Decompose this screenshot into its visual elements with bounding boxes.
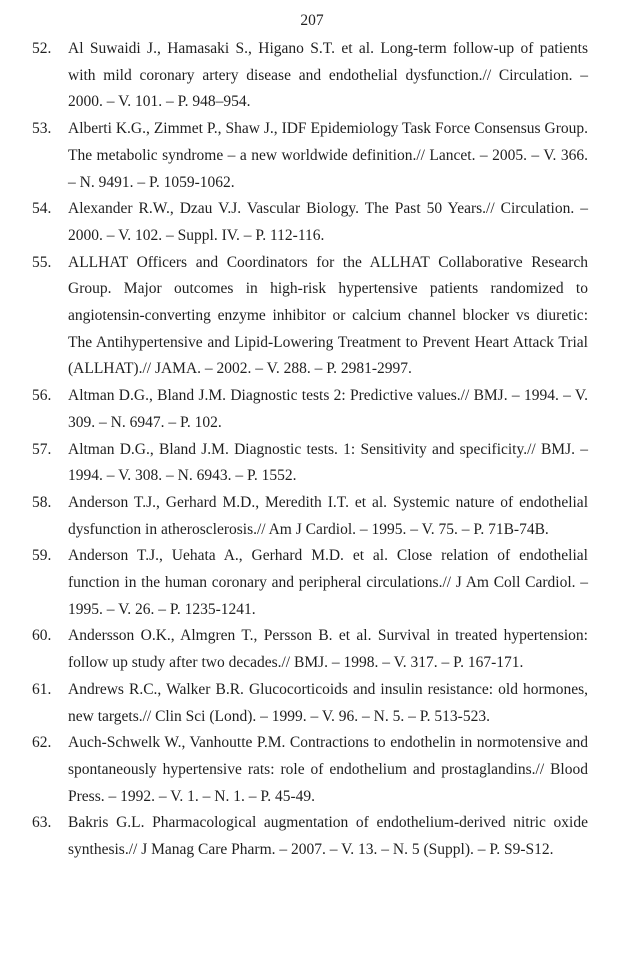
reference-item <box>32 250 588 384</box>
reference-number: 57. <box>32 440 52 458</box>
reference-text: Alexander R.W., Dzau V.J. Vascular Biology. The Past 50 Years.// Circulation. – 2000. – V. 102. – Suppl. IV. – P. 112-116. <box>68 200 588 244</box>
reference-number: 55. <box>32 253 52 271</box>
page-number: 207 <box>300 12 324 29</box>
reference-number: 58. <box>32 493 52 511</box>
reference-item <box>32 730 588 810</box>
reference-text: Altman D.G., Bland J.M. Diagnostic tests. 1: Sensitivity and specificity.// BMJ. – 1994. – V. 308. – N. 6943. – P. 1552. <box>68 440 588 485</box>
reference-text: Alberti K.G., Zimmet P., Shaw J., IDF Epidemiology Task Force Consensus Group. The metabolic syndrome – a new worldwide definition.// Lancet. – 2005. – V. 366. – N. 9491. – P. 1059-1062. <box>68 120 588 191</box>
reference-text: Auch-Schwelk W., Vanhoutte P.M. Contractions to endothelin in normotensive and spontaneously hypertensive rats: role of endothelium and prostaglandins.// Blood Press. – 1992. – V. 1. – N. 1. – P. 45-49. <box>68 734 588 805</box>
reference-text: Altman D.G., Bland J.M. Diagnostic tests 2: Predictive values.// BMJ. – 1994. – V. 309. – N. 6947. – P. 102. <box>68 387 588 431</box>
reference-number: 52. <box>32 40 52 57</box>
reference-number: 54. <box>32 200 52 218</box>
reference-item <box>32 196 588 249</box>
reference-item <box>32 36 588 116</box>
reference-list <box>32 36 588 864</box>
reference-number: 59. <box>32 547 52 565</box>
reference-number: 60. <box>32 627 52 645</box>
reference-text: Andersson O.K., Almgren T., Persson B. et al. Survival in treated hypertension: follow up study after two decades.// BMJ. – 1998. – V. 317. – P. 167-171. <box>68 627 588 672</box>
reference-item <box>32 383 588 436</box>
reference-text: ALLHAT Officers and Coordinators for the ALLHAT Collaborative Research Group. Major outcomes in high-risk hypertensive patients randomized to angiotensin-converting enzyme inhibitor or calcium channel blocker vs diuretic: The Antihypertensive and Lipid-Lowering Treatment to Prevent Heart Attack Trial (ALLHAT).// JAMA. – 2002. – V. 288. – P. 2981-2997. <box>68 253 588 378</box>
reference-number: 63. <box>32 814 52 832</box>
reference-text: Andrews R.C., Walker B.R. Glucocorticoids and insulin resistance: old hormones, new targets.// Clin Sci (Lond). – 1999. – V. 96. – N. 5. – P. 513-523. <box>68 680 588 725</box>
reference-item <box>32 543 588 623</box>
reference-text: Al Suwaidi J., Hamasaki S., Higano S.T. et al. Long-term follow-up of patients with mild coronary artery disease and endothelial dysfunction.// Circulation. – 2000. – V. 101. – P. 948–954. <box>68 40 588 111</box>
reference-text: Anderson T.J., Gerhard M.D., Meredith I.T. et al. Systemic nature of endothelial dysfunction in atherosclerosis.// Am J Cardiol. – 1995. – V. 75. – P. 71B-74B. <box>68 493 588 538</box>
reference-number: 53. <box>32 120 52 138</box>
reference-text: Anderson T.J., Uehata A., Gerhard M.D. et al. Close relation of endothelial function in the human coronary and peripheral circulations.// J Am Coll Cardiol. – 1995. – V. 26. – P. 1235-1241. <box>68 547 588 618</box>
reference-item <box>32 490 588 543</box>
reference-item <box>32 810 588 863</box>
reference-number: 62. <box>32 734 52 752</box>
reference-number: 61. <box>32 680 52 698</box>
reference-item <box>32 677 588 730</box>
reference-text: Bakris G.L. Pharmacological augmentation of endothelium-derived nitric oxide synthesis.// J Manag Care Pharm. – 2007. – V. 13. – N. 5 (Suppl). – P. S9-S12. <box>68 814 588 859</box>
reference-number: 56. <box>32 387 52 405</box>
reference-item <box>32 623 588 676</box>
reference-item <box>32 437 588 490</box>
reference-item <box>32 116 588 196</box>
